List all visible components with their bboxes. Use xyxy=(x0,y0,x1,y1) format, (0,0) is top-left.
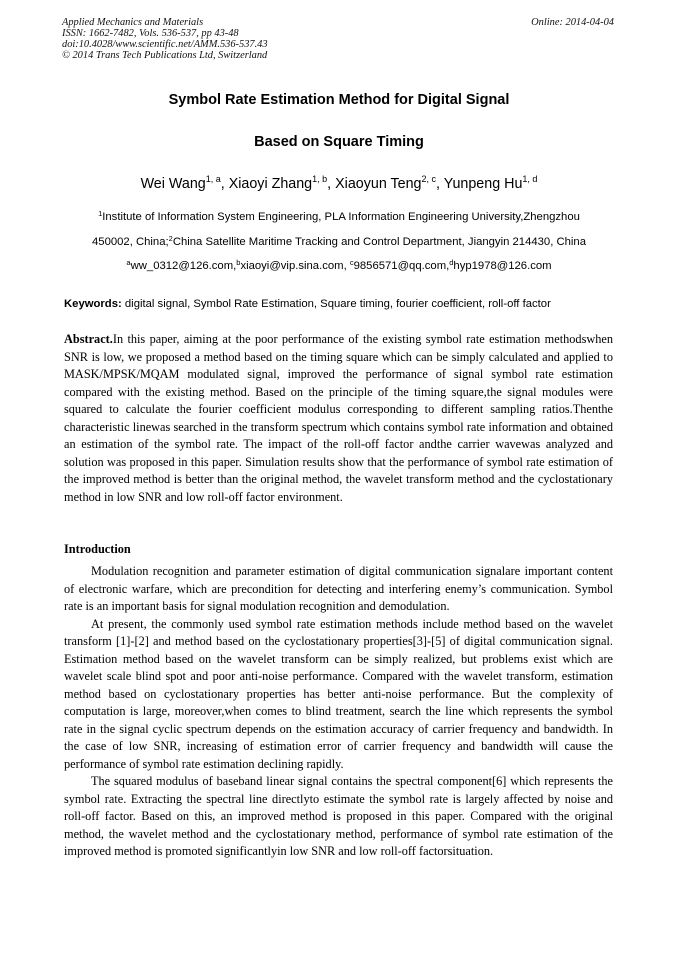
paper-title-line-2: Based on Square Timing xyxy=(254,134,424,150)
keywords xyxy=(64,297,551,311)
author-affiliation-mark: 1, b xyxy=(312,174,328,184)
email-line xyxy=(0,259,678,273)
email-mark: a xyxy=(126,258,131,267)
paper-title-line-1: Symbol Rate Estimation Method for Digital Signal xyxy=(168,92,510,108)
affiliation-text: 450002, China; xyxy=(92,236,169,248)
author-list xyxy=(0,175,678,193)
author-name: Xiaoyi Zhang xyxy=(228,176,313,192)
doi-line: doi:10.4028/www.scientific.net/AMM.536-537.43 xyxy=(62,39,268,50)
email-mark: b xyxy=(236,258,241,267)
author-separator: , xyxy=(327,176,336,192)
introduction-body xyxy=(64,563,613,861)
affiliation-line-2 xyxy=(0,235,678,249)
abstract-label: Abstract. xyxy=(64,332,113,346)
affiliation-line-1 xyxy=(0,210,678,224)
author-name: Yunpeng Hu xyxy=(443,176,523,192)
intro-paragraph: At present, the commonly used symbol rate estimation methods include method based on the wavelet transform [1]-[2] and method based on the cyclostationary properties[3]-[5] of digital communication signal. Estimation method based on the wavelet transform can be simply realized, but problems exist which are wavelet scale blind spot and poor anti-noise performance. Compared with the wavelet transform, estimation method based on cyclostationary properties has better anti-noise performance. But the complexity of computation is large, moreover,when comes to blind treatment, search the line which represents the symbol rate in the signal cyclic spectrum depends on the estimation accuracy of carrier frequency and bandwidth. In the case of low SNR, increasing of estimation error of carrier frequency and bandwidth will cause the performance of symbol rate estimation declining rapidly. xyxy=(64,616,613,771)
issn-line: ISSN: 1662-7482, Vols. 536-537, pp 43-48 xyxy=(62,28,239,39)
author-affiliation-mark: 1, d xyxy=(522,174,538,184)
abstract xyxy=(64,331,613,506)
affiliation-text: China Satellite Maritime Tracking and Control Department, Jiangyin 214430, China xyxy=(172,236,586,248)
author-separator: , xyxy=(436,176,444,192)
section-heading-introduction: Introduction xyxy=(64,542,131,556)
email-address: ww_0312@126.com, xyxy=(130,260,237,272)
intro-paragraph: The squared modulus of baseband linear signal contains the spectral component[6] which represents the symbol rate. Extracting the spectral line directlyto estimate the symbol rate is largely affected by noise and roll-off factor. Based on this, an improved method is proposed in this paper. Compared with the original method, the wavelet method and the cyclostationary method, performance of symbol rate estimation of the improved method is promoted significantlyin low SNR and low roll-off factorsituation. xyxy=(64,774,613,858)
affiliation-mark: 2 xyxy=(168,234,173,243)
email-mark: d xyxy=(449,258,454,267)
email-address: xiaoyi@vip.sina.com, xyxy=(240,260,350,272)
abstract-paragraph xyxy=(64,331,613,506)
keywords-label: Keywords: xyxy=(64,298,122,310)
journal-name: Applied Mechanics and Materials xyxy=(62,17,204,28)
affiliation-text: Institute of Information System Engineering, PLA Information Engineering University,Zhengzhou xyxy=(102,211,580,223)
journal-header xyxy=(62,17,268,61)
intro-paragraph: Modulation recognition and parameter estimation of digital communication signalare important content of electronic warfare, which are precondition for detecting and interfering enemy’s communication. Symbol rate is an important basis for signal modulation recognition and demodulation. xyxy=(64,564,613,613)
email-mark: c xyxy=(349,258,354,267)
author-name: Xiaoyun Teng xyxy=(335,176,422,192)
author-separator: , xyxy=(220,176,229,192)
abstract-text: In this paper, aiming at the poor performance of the existing symbol rate estimation methodswhen SNR is low, we proposed a method based on the timing square which can be simply calculated and applied to MASK/MPSK/MQAM modulated signal, improved the performance of signal symbol rate estimation compared with the existing method. Based on the principle of the timing square,the signal modules were squared to calculate the fourier coefficient modulus corresponding to different sampling ratios.Thenthe characteristic linewas searched in the transform spectrum which contains symbol rate information and obtained an estimation of the symbol rate. The impact of the roll-off factor andthe carrier wavewas analyzed and solution was proposed in this paper. Simulation results show that the performance of symbol rate estimation of the improved method is better than the original method, the wavelet transform method and the cyclostationary method in low SNR and low roll-off factor environment. xyxy=(64,332,613,504)
online-date: Online: 2014-04-04 xyxy=(531,17,614,28)
author-name: Wei Wang xyxy=(140,176,206,192)
author-affiliation-mark: 2, c xyxy=(421,174,437,184)
email-address: hyp1978@126.com xyxy=(453,260,552,272)
affiliation-mark: 1 xyxy=(98,209,103,218)
email-address: 9856571@qq.com, xyxy=(353,260,450,272)
author-affiliation-mark: 1, a xyxy=(205,174,221,184)
keywords-text: digital signal, Symbol Rate Estimation, Square timing, fourier coefficient, roll-off factor xyxy=(121,298,551,310)
copyright-line: © 2014 Trans Tech Publications Ltd, Switzerland xyxy=(62,50,268,61)
